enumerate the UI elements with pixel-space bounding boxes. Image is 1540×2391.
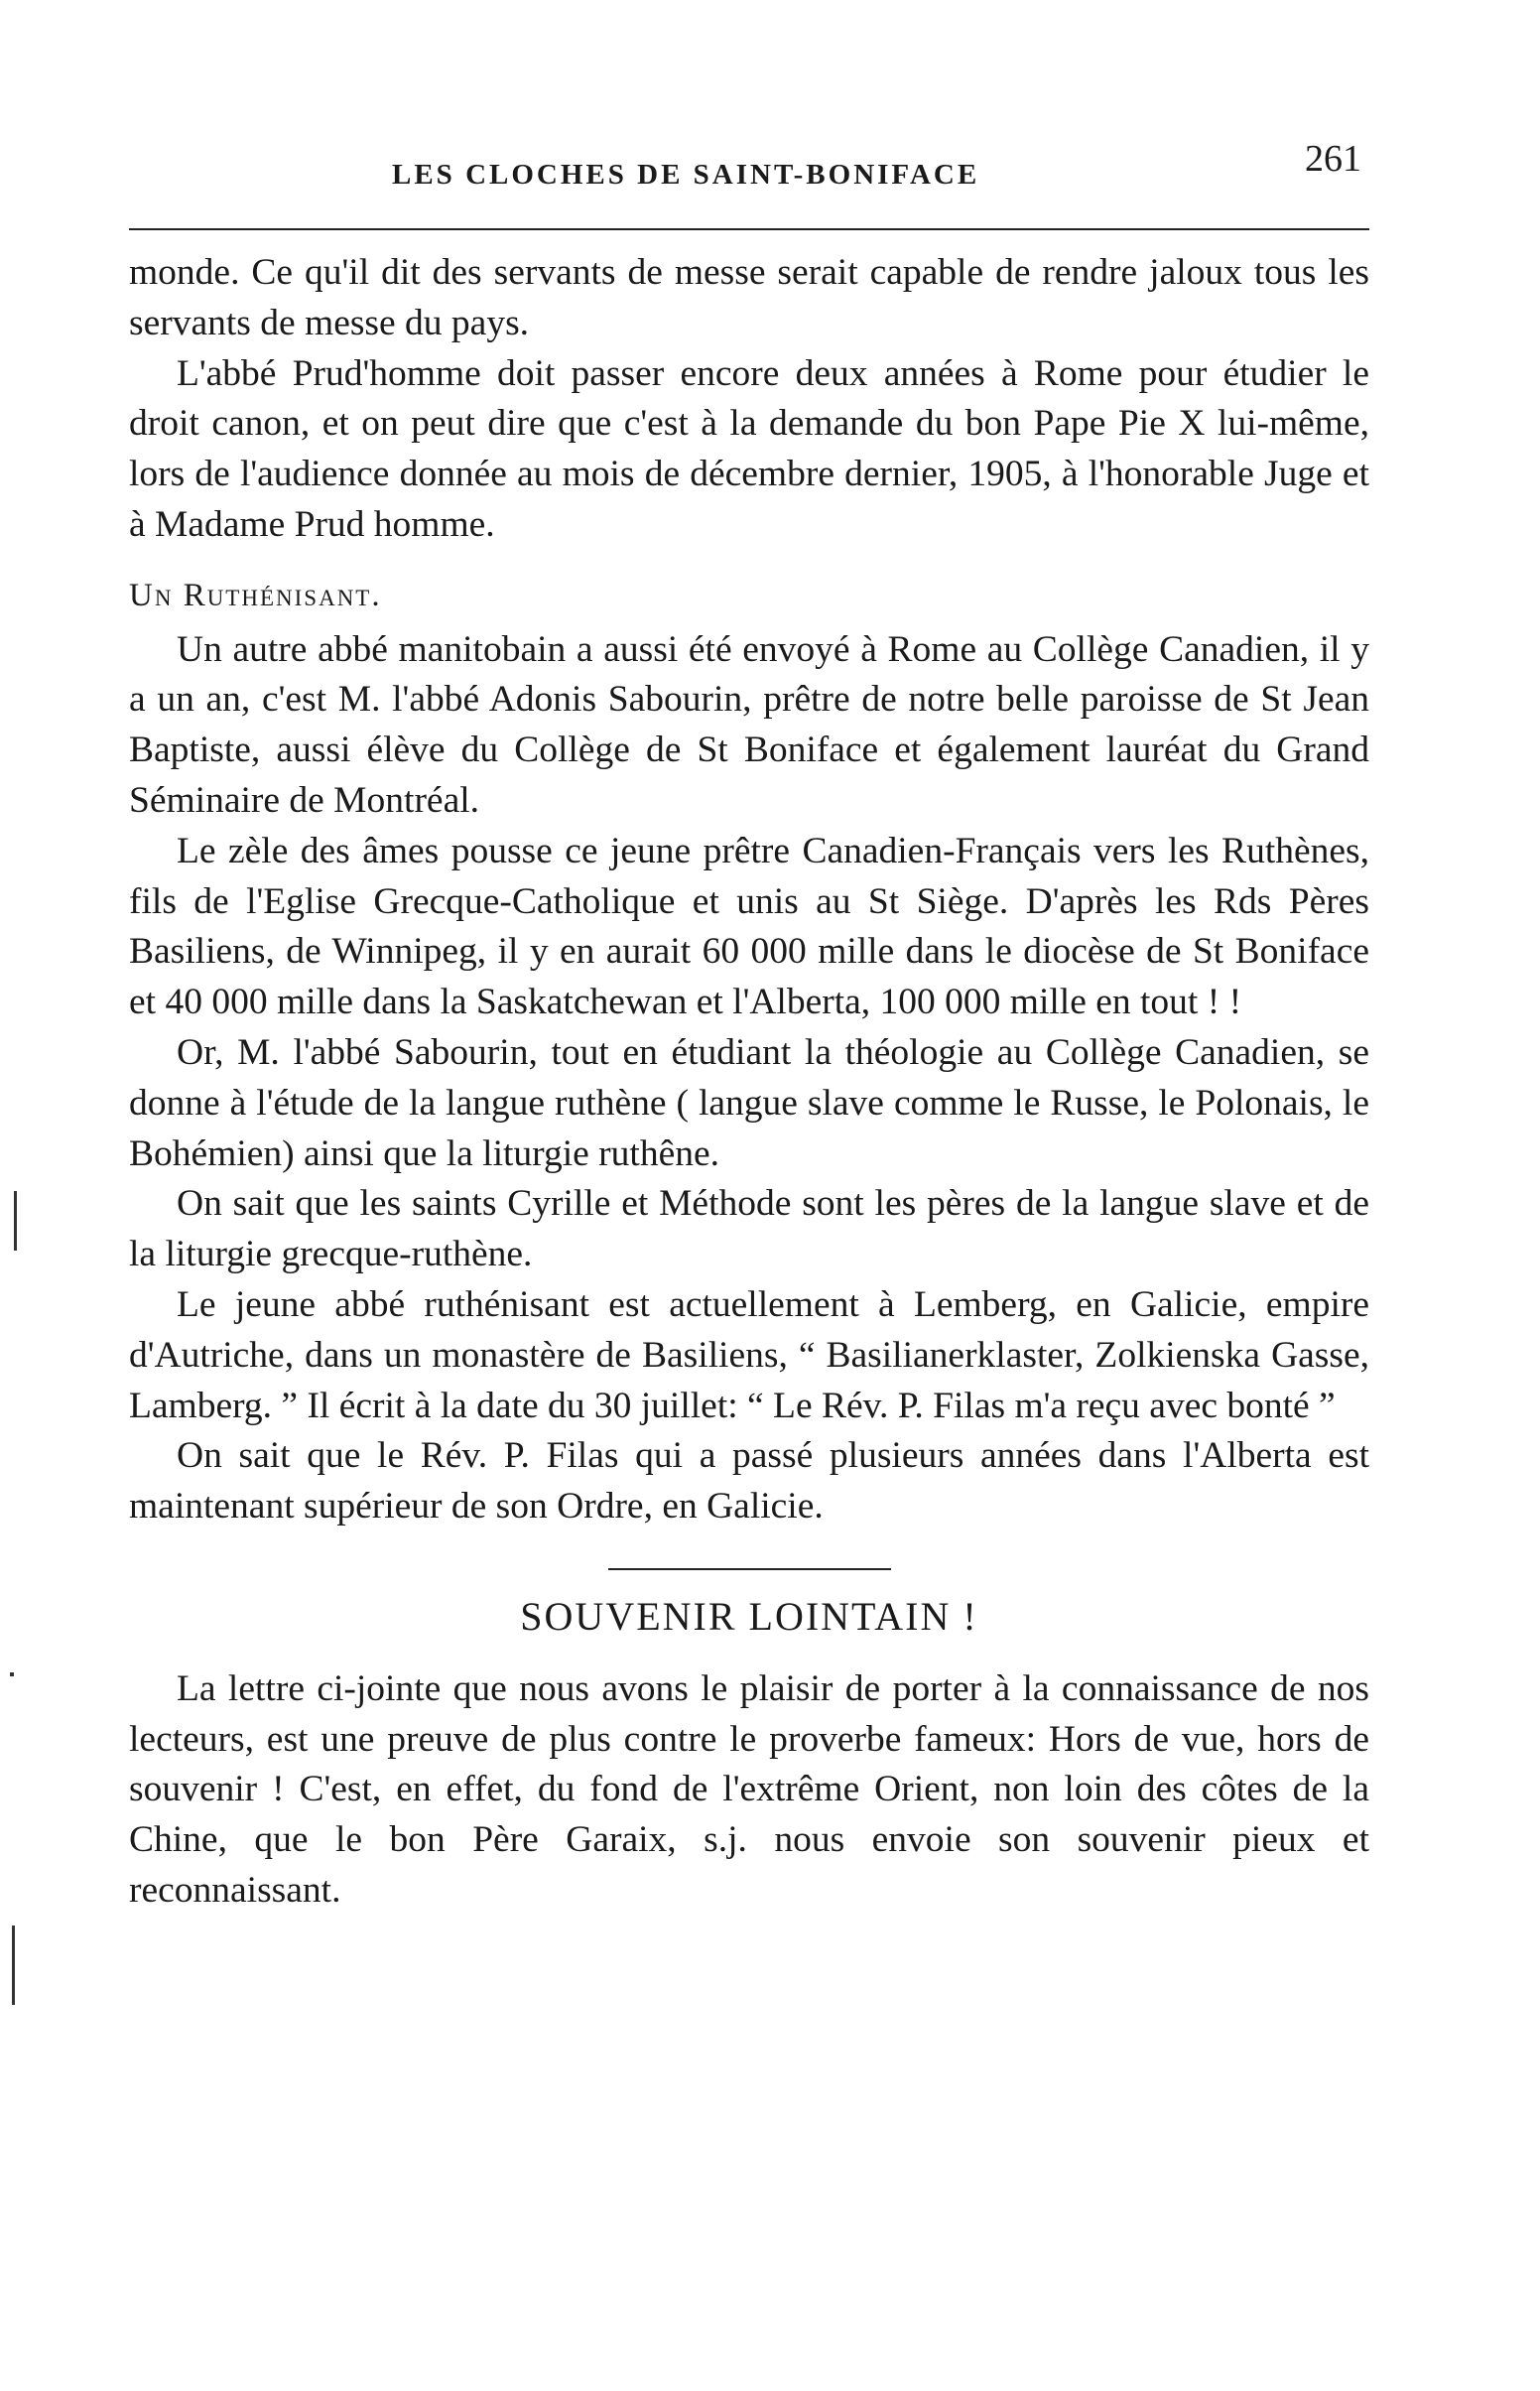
paragraph: On sait que le Rév. P. Filas qui a passé plusieurs années dans l'Alberta est maintenant supérieur de son Ordre, en Galicie.: [129, 1435, 1369, 1528]
section-separator: [608, 1568, 891, 1570]
page-number: 261: [1305, 138, 1361, 180]
running-title: LES CLOCHES DE SAINT-BONIFACE: [392, 159, 980, 191]
paragraph: Un autre abbé manitobain a aussi été envoyé à Rome au Collège Canadien, il y a un an, c'est M. l'abbé Adonis Sabourin, prêtre de notre belle paroisse de St Jean Baptiste, aussi élève du Collège de St Boniface et également lauréat du Grand Séminaire de Montréal.: [129, 628, 1369, 821]
paragraph: On sait que les saints Cyrille et Méthode sont les pères de la langue slave et de la liturgie grecque-ruthène.: [129, 1183, 1369, 1275]
paragraph: Le jeune abbé ruthénisant est actuellement à Lemberg, en Galicie, empire d'Autriche, dans un monastère de Basiliens, “ Basilianerklaster, Zolkienska Gasse, Lamberg. ” Il écrit à la date du 30 juillet: “ Le Rév. P. Filas m'a reçu avec bonté ”: [129, 1283, 1369, 1426]
paragraph-continuation: monde. Ce qu'il dit des servants de messe serait capable de rendre jaloux tous les servants de messe du pays.: [129, 252, 1369, 343]
paragraph: L'abbé Prud'homme doit passer encore deux années à Rome pour étudier le droit canon, et on peut dire que c'est à la demande du bon Pape Pie X lui-même, lors de l'audience donnée au mois de décembre dernier, 1905, à l'honorable Juge et à Madame Prud homme.: [129, 352, 1369, 545]
section-title-souvenir: SOUVENIR LOINTAIN !: [520, 1593, 978, 1639]
page-header: [129, 137, 1361, 197]
header-rule: [129, 228, 1369, 230]
body-text: [129, 248, 1369, 1917]
paragraph: Or, M. l'abbé Sabourin, tout en étudiant la théologie au Collège Canadien, se donne à l'étude de la langue ruthène ( langue slave comme le Russe, le Polonais, le Bohémien) ainsi que la liturgie ruthêne.: [129, 1031, 1369, 1174]
paragraph: La lettre ci-jointe que nous avons le plaisir de porter à la connaissance de nos lecteurs, est une preuve de plus contre le proverbe fameux: Hors de vue, hors de souvenir ! C'est, en effet, du fond de l'extrême Orient, non loin des côtes de la Chine, que le bon Père Garaix, s.j. nous envoie son souvenir pieux et reconnaissant.: [129, 1667, 1369, 1911]
paragraph: Le zèle des âmes pousse ce jeune prêtre Canadien-Français vers les Ruthènes, fils de l'Eglise Grecque-Catholique et unis au St Siège. D'après les Rds Pères Basiliens, de Winnipeg, il y en aurait 60 000 mille dans le diocèse de St Boniface et 40 000 mille dans la Saskatchewan et l'Alberta, 100 000 mille en tout ! !: [129, 830, 1369, 1023]
section-heading-ruthenisant: Un Ruthénisant.: [129, 577, 382, 613]
